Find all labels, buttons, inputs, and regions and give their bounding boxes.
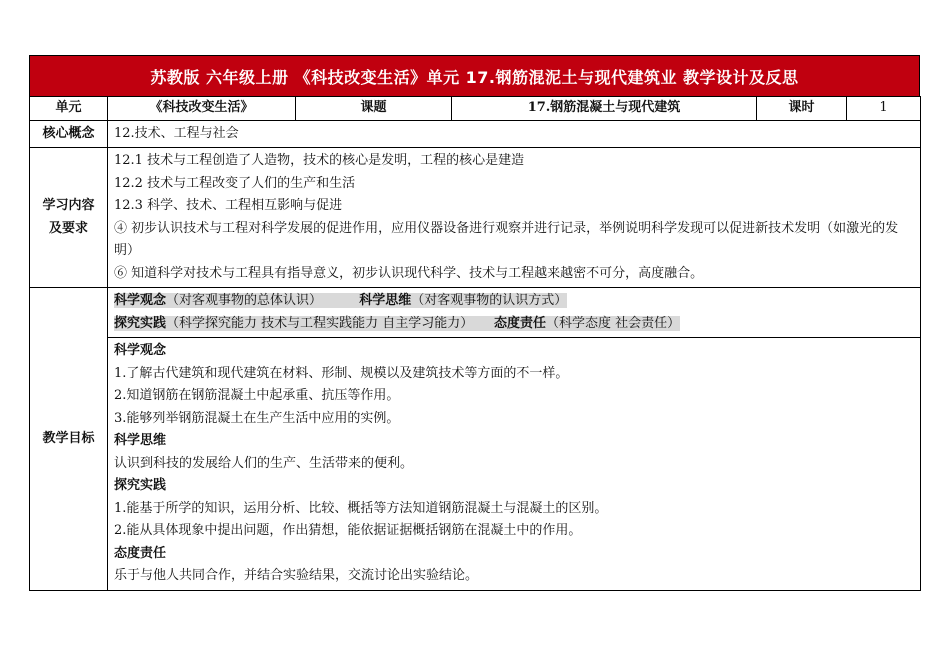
core-concept-label: 核心概念	[30, 120, 108, 148]
section-title-science-concept: 科学观念	[114, 343, 167, 358]
goal-line: 认识到科技的发展给人们的生产、生活带来的便利。	[114, 455, 414, 471]
topic-value: 17.钢筋混凝土与现代建筑	[452, 97, 757, 121]
goals-content-row	[30, 338, 921, 591]
learning-line: 12.1 技术与工程创造了人造物，技术的核心是发明，工程的核心是建造	[114, 153, 525, 168]
learning-line: ④ 初步认识技术与工程对科学发展的促进作用，应用仪器设备进行观察并进行记录，举例说明科学发现可以促进新技术发明（如激光的发明）	[114, 220, 899, 258]
learning-line: 12.2 技术与工程改变了人们的生产和生活	[114, 175, 356, 191]
header-row	[30, 97, 921, 121]
goals-legend-line2	[114, 313, 914, 336]
goals-label: 教学目标	[30, 288, 108, 591]
lesson-table	[29, 96, 921, 591]
learning-line: ⑥ 知道科学对技术与工程具有指导意义，初步认识现代科学、技术与工程越来越密不可分，高度融合。	[114, 265, 704, 281]
goals-legend	[108, 288, 921, 338]
goals-content	[108, 338, 921, 591]
legend-inquiry: 探究实践（科学探究能力 技术与工程实践能力 自主学习能力） 态度责任（科学态度 社会责任）	[114, 315, 681, 331]
goal-line: 乐于与他人共同合作，并结合实验结果，交流讨论出实验结论。	[114, 568, 479, 583]
core-concept-value: 12.技术、工程与社会	[108, 120, 921, 148]
learning-row	[30, 148, 921, 288]
learning-content	[108, 148, 921, 288]
learning-line: 12.3 科学、技术、工程相互影响与促进	[114, 198, 343, 213]
period-label: 课时	[757, 97, 847, 121]
core-concept-row	[30, 120, 921, 148]
goal-line: 2.能从具体现象中提出问题，作出猜想，能依据证据概括钢筋在混凝土中的作用。	[114, 523, 582, 538]
learning-label-line1: 学习内容	[42, 198, 95, 213]
unit-value: 《科技改变生活》	[108, 97, 296, 121]
lesson-plan-document	[29, 55, 920, 591]
document-title: 苏教版 六年级上册 《科技改变生活》单元 17.钢筋混泥土与现代建筑业 教学设计及反思	[29, 55, 920, 96]
section-title-attitude: 态度责任	[114, 545, 167, 561]
goals-legend-row	[30, 288, 921, 338]
section-title-inquiry-practice: 探究实践	[114, 478, 167, 493]
section-title-science-thinking: 科学思维	[114, 433, 167, 448]
goal-line: 1.能基于所学的知识，运用分析、比较、概括等方法知道钢筋混凝土与混凝土的区别。	[114, 500, 608, 516]
unit-label: 单元	[30, 97, 108, 121]
goals-legend-line1	[114, 290, 914, 313]
goal-line: 2.知道钢筋在钢筋混凝土中起承重、抗压等作用。	[114, 388, 400, 403]
period-value: 1	[847, 97, 921, 121]
learning-label-line2: 及要求	[48, 220, 88, 236]
legend-science-concept: 科学观念（对客观事物的总体认识） 科学思维（对客观事物的认识方式）	[114, 293, 568, 308]
learning-label	[30, 148, 108, 288]
goal-line: 3.能够列举钢筋混凝土在生产生活中应用的实例。	[114, 410, 400, 426]
goal-line: 1.了解古代建筑和现代建筑在材料、形制、规模以及建筑技术等方面的不一样。	[114, 365, 569, 381]
topic-label: 课题	[296, 97, 452, 121]
